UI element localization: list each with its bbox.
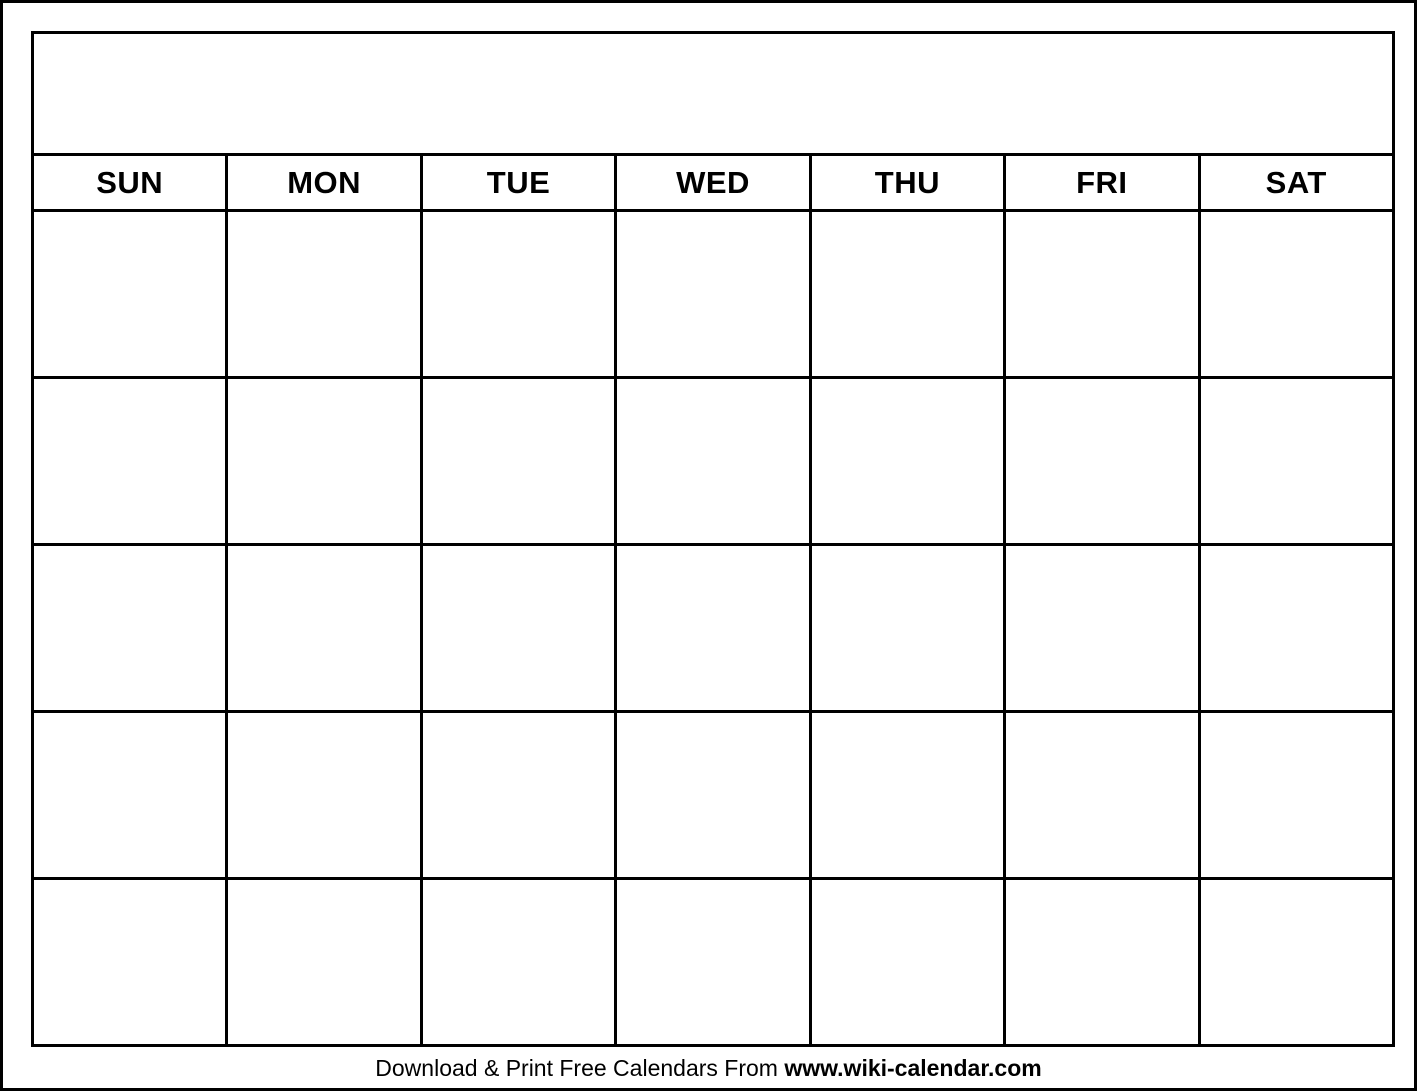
day-cell[interactable] <box>423 713 617 877</box>
day-cell[interactable] <box>34 379 228 543</box>
day-cell[interactable] <box>423 880 617 1044</box>
weekday-header-sun: SUN <box>34 156 228 209</box>
day-cell[interactable] <box>812 880 1006 1044</box>
day-cell[interactable] <box>34 212 228 376</box>
month-title-row[interactable] <box>31 31 1395 156</box>
day-cell[interactable] <box>1201 212 1392 376</box>
week-row <box>31 546 1395 713</box>
day-cell[interactable] <box>228 880 422 1044</box>
day-cell[interactable] <box>1006 379 1200 543</box>
day-cell[interactable] <box>812 212 1006 376</box>
day-cell[interactable] <box>1201 546 1392 710</box>
footer-site-link[interactable]: www.wiki-calendar.com <box>784 1055 1042 1081</box>
day-cell[interactable] <box>617 546 811 710</box>
day-cell[interactable] <box>812 546 1006 710</box>
week-row <box>31 379 1395 546</box>
weekday-header-thu: THU <box>812 156 1006 209</box>
week-row <box>31 880 1395 1047</box>
day-cell[interactable] <box>34 880 228 1044</box>
calendar-grid <box>31 31 1395 1047</box>
day-cell[interactable] <box>617 713 811 877</box>
day-cell[interactable] <box>617 212 811 376</box>
day-cell[interactable] <box>812 379 1006 543</box>
weekday-header-fri: FRI <box>1006 156 1200 209</box>
day-cell[interactable] <box>34 713 228 877</box>
day-cell[interactable] <box>1201 880 1392 1044</box>
week-row <box>31 713 1395 880</box>
day-cell[interactable] <box>1006 212 1200 376</box>
weekday-header-mon: MON <box>228 156 422 209</box>
day-cell[interactable] <box>34 546 228 710</box>
day-cell[interactable] <box>1006 880 1200 1044</box>
week-row <box>31 212 1395 379</box>
day-cell[interactable] <box>617 379 811 543</box>
day-cell[interactable] <box>228 212 422 376</box>
footer-credit <box>3 1055 1414 1082</box>
day-cell[interactable] <box>423 379 617 543</box>
weekday-header-tue: TUE <box>423 156 617 209</box>
day-cell[interactable] <box>1006 713 1200 877</box>
day-cell[interactable] <box>1006 546 1200 710</box>
day-cell[interactable] <box>423 546 617 710</box>
day-cell[interactable] <box>228 379 422 543</box>
weekday-header-row <box>31 156 1395 212</box>
day-cell[interactable] <box>228 713 422 877</box>
day-cell[interactable] <box>812 713 1006 877</box>
weekday-header-sat: SAT <box>1265 164 1327 200</box>
day-cell[interactable] <box>228 546 422 710</box>
day-cell[interactable] <box>423 212 617 376</box>
day-cell[interactable] <box>1201 379 1392 543</box>
day-cell[interactable] <box>1201 713 1392 877</box>
weekday-header-wed: WED <box>617 156 811 209</box>
day-cell[interactable] <box>617 880 811 1044</box>
footer-text: Download & Print Free Calendars From <box>375 1055 785 1081</box>
